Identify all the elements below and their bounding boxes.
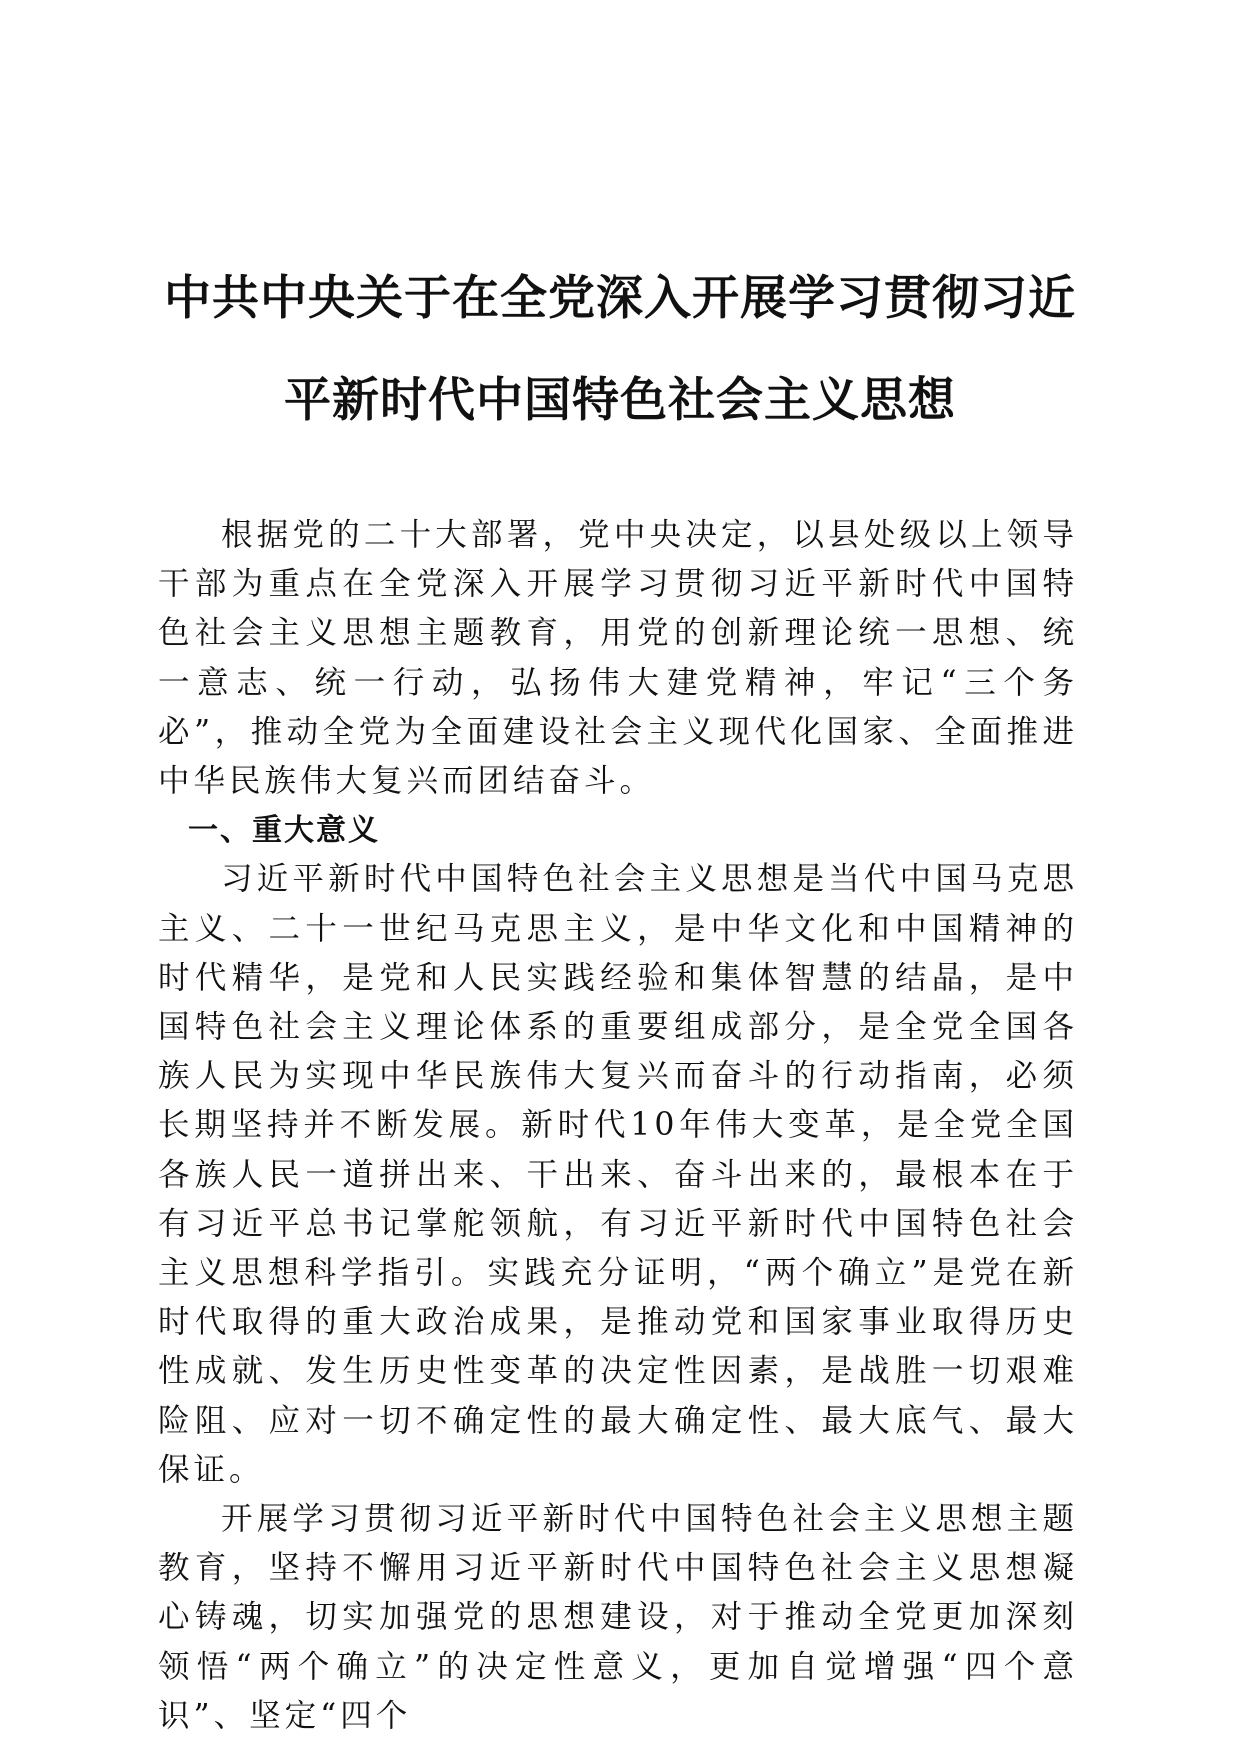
title-line-1: 中共中央关于在全党深入开展学习贯彻习近 — [164, 271, 1076, 326]
intro-paragraph: 根据党的二十大部署，党中央决定，以县处级以上领导干部为重点在全党深入开展学习贯彻习近平新时代中国特色社会主义思想主题教育，用党的创新理论统一思想、统一意志、统一行动，弘扬伟大建党精神，牢记“三个务必”，推动全党为全面建设社会主义现代化国家、全面推进中华民族伟大复兴而团结奋斗。 — [158, 517, 1078, 800]
body-paragraph-2: 开展学习贯彻习近平新时代中国特色社会主义思想主题教育，坚持不懈用习近平新时代中国特色社会主义思想凝心铸魂，切实加强党的思想建设，对于推动全党更加深刻领悟“两个确立”的决定性意义，更加自觉增强“四个意识”、坚定“四个 — [158, 1501, 1078, 1734]
body-paragraph-1: 习近平新时代中国特色社会主义思想是当代中国马克思主义、二十一世纪马克思主义，是中华文化和中国精神的时代精华，是党和人民实践经验和集体智慧的结晶，是中国特色社会主义理论体系的重要组成部分，是全党全国各族人民为实现中华民族伟大复兴而奋斗的行动指南，必须长期坚持并不断发展。新时代10年伟大变革，是全党全国各族人民一道拼出来、干出来、奋斗出来的，最根本在于有习近平总书记掌舵领航，有习近平新时代中国特色社会主义思想科学指引。实践充分证明，“两个确立”是党在新时代取得的重大政治成果，是推动党和国家事业取得历史性成就、发生历史性变革的决定性因素，是战胜一切艰难险阻、应对一切不确定性的最大确定性、最大底气、最大保证。 — [158, 861, 1078, 1488]
document-body — [158, 511, 1078, 1741]
section-heading: 一、重大意义 — [188, 813, 380, 849]
title-line-2: 平新时代中国特色社会主义思想 — [284, 373, 956, 428]
document-title — [150, 248, 1090, 452]
